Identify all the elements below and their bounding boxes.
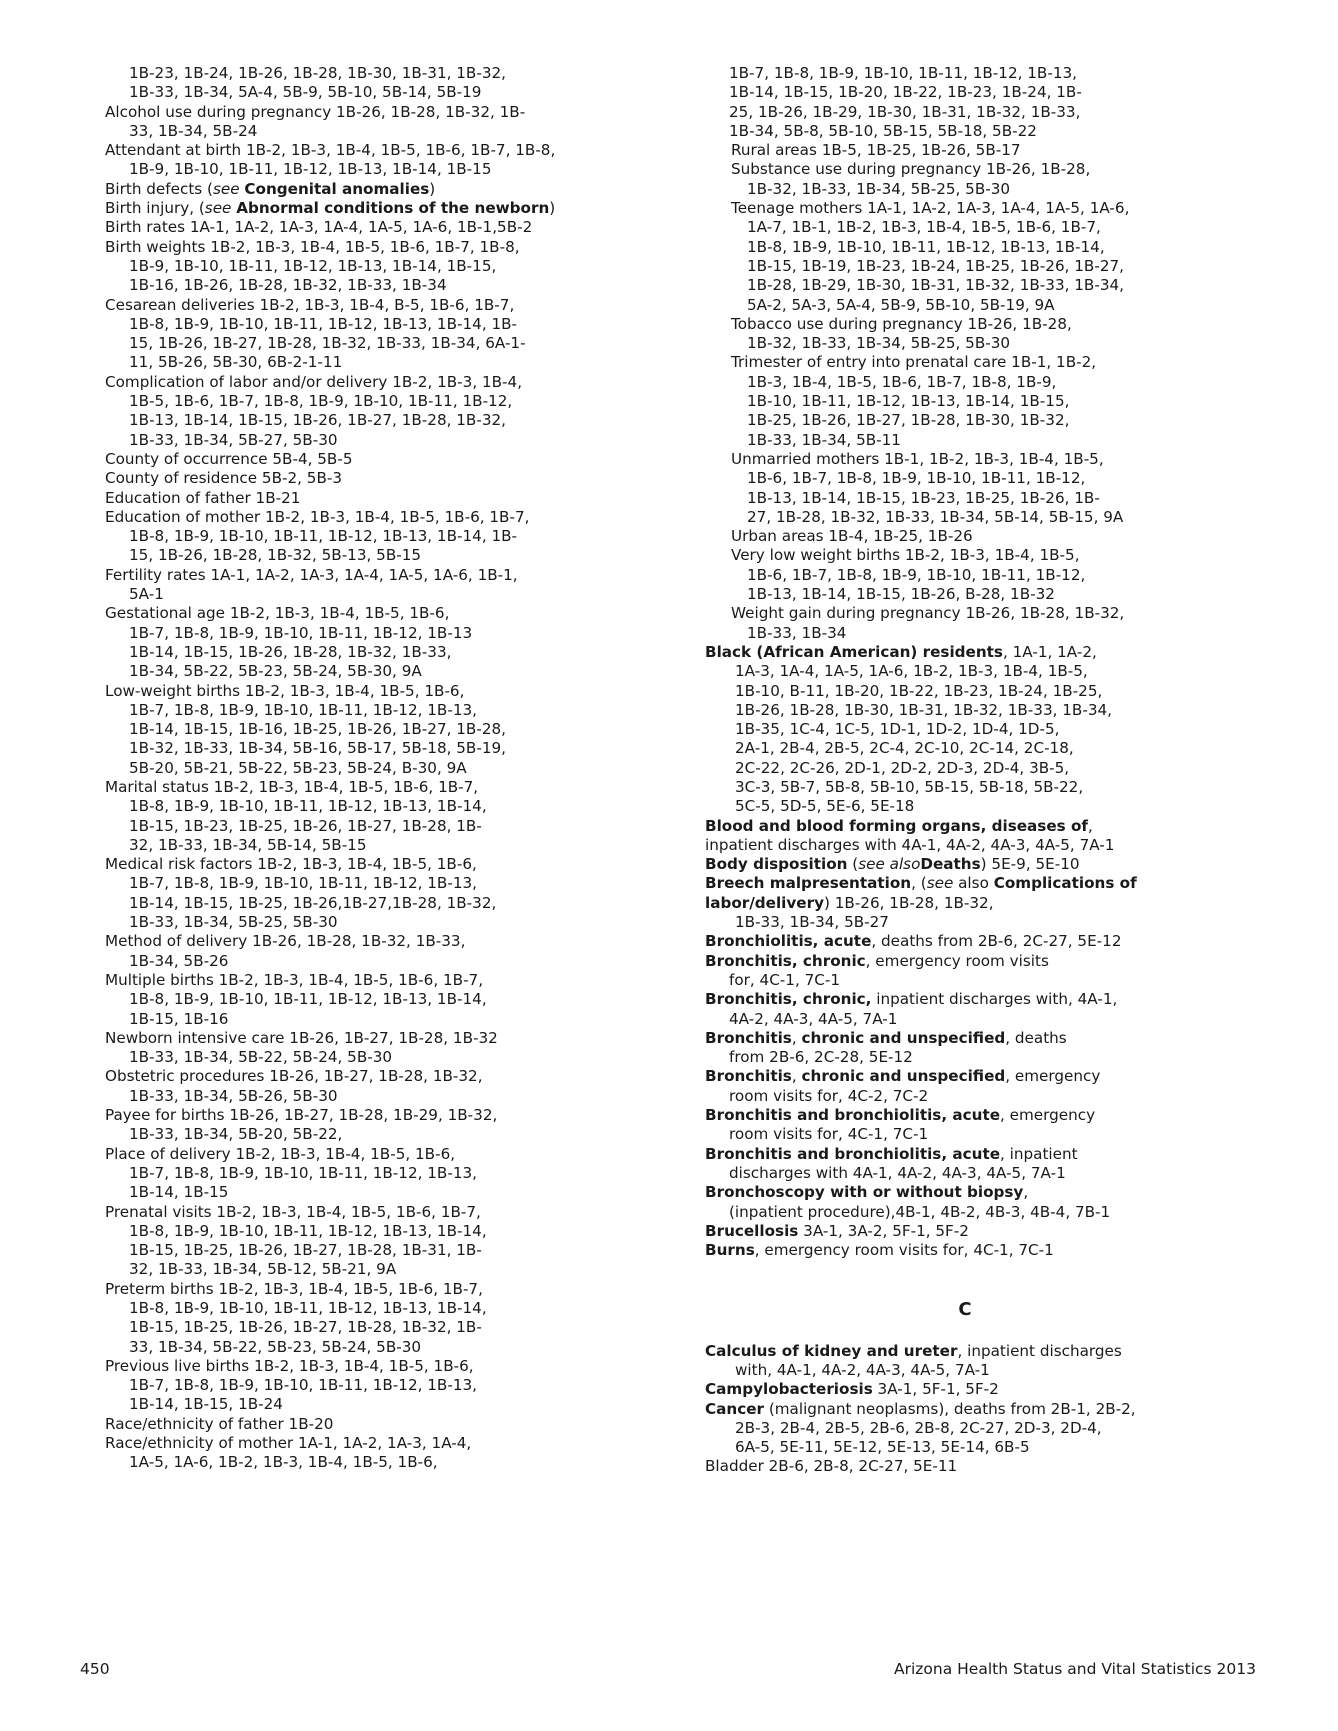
entry-term: Very low weight births 1B-2, 1B-3, 1B-4, 1B-5, [731, 546, 1080, 565]
index-entry-heading [705, 836, 1225, 855]
entry-continuation: room visits for, 4C-2, 7C-2 [729, 1086, 929, 1105]
entry-term: Birth injury, ( [105, 199, 205, 218]
index-entry [105, 489, 665, 508]
index-entry-heading [105, 103, 665, 122]
index-entries-c [705, 1342, 1225, 1477]
index-entry-heading [731, 199, 1225, 218]
index-entry [105, 971, 665, 1029]
entry-continuation: 1B-15, 1B-25, 1B-26, 1B-27, 1B-28, 1B-32, 1B- [129, 1318, 482, 1337]
see-reference: see [204, 199, 232, 218]
index-entry-heading [105, 566, 665, 585]
entry-continuation: 1B-14, 1B-15, 1B-26, 1B-28, 1B-32, 1B-33, [129, 642, 452, 661]
entry-term: Payee for births 1B-26, 1B-27, 1B-28, 1B-29, 1B-32, [105, 1106, 498, 1125]
index-entry-heading [731, 546, 1225, 565]
entry-continuation: 1B-33, 1B-34 [747, 623, 847, 642]
entry-continuation: 1B-8, 1B-9, 1B-10, 1B-11, 1B-12, 1B-13, 1B-14, [129, 990, 487, 1009]
index-entry-heading [705, 990, 1225, 1009]
entry-continuation: 1B-14, 1B-15 [129, 1183, 229, 1202]
see-reference: see [212, 179, 240, 198]
entry-continuation: 1B-7, 1B-8, 1B-9, 1B-10, 1B-11, 1B-12, 1B-13, [129, 874, 477, 893]
index-entry [705, 952, 1225, 991]
index-entry-heading [105, 1434, 665, 1453]
index-entry-heading [105, 1280, 665, 1299]
entry-continuation: 1B-5, 1B-6, 1B-7, 1B-8, 1B-9, 1B-10, 1B-11, 1B-12, [129, 392, 513, 411]
entry-continuation: 1B-15, 1B-19, 1B-23, 1B-24, 1B-25, 1B-26, 1B-27, [747, 256, 1124, 275]
entry-continuation: 1B-10, 1B-11, 1B-12, 1B-13, 1B-14, 1B-15, [747, 392, 1070, 411]
entry-continuation: 1B-15, 1B-23, 1B-25, 1B-26, 1B-27, 1B-28, 1B- [129, 816, 482, 835]
entry-continuation: 5A-2, 5A-3, 5A-4, 5B-9, 5B-10, 5B-19, 9A [747, 295, 1055, 314]
entry-term: Marital status 1B-2, 1B-3, 1B-4, 1B-5, 1B-6, 1B-7, [105, 777, 479, 796]
entry-continuation: 1B-8, 1B-9, 1B-10, 1B-11, 1B-12, 1B-13, 1B-14, [129, 1299, 487, 1317]
index-entry [105, 604, 665, 681]
index-entry-heading [705, 1183, 1225, 1202]
entry-term: Race/ethnicity of father 1B-20 [105, 1414, 334, 1433]
entry-term-bold: chronic and unspecified [801, 1067, 1006, 1086]
index-entry-heading [705, 952, 1225, 971]
index-entry [705, 160, 1225, 199]
entry-term: Gestational age 1B-2, 1B-3, 1B-4, 1B-5, 1B-6, [105, 604, 450, 623]
index-entry [705, 1029, 1225, 1068]
entry-text: , emergency [1005, 1067, 1101, 1086]
entry-term: Teenage mothers 1A-1, 1A-2, 1A-3, 1A-4, 1A-5, 1A-6, [731, 199, 1130, 218]
entry-continuation: 1B-33, 1B-34, 5B-26, 5B-30 [129, 1086, 338, 1105]
index-entry [705, 836, 1225, 855]
entry-continuation: 1B-6, 1B-7, 1B-8, 1B-9, 1B-10, 1B-11, 1B-12, [747, 565, 1086, 584]
entry-term-bold: Cancer [705, 1399, 764, 1418]
index-entry [105, 1029, 665, 1068]
entry-continuation: 1B-34, 5B-8, 5B-10, 5B-15, 5B-18, 5B-22 [729, 121, 1037, 140]
entry-term: Multiple births 1B-2, 1B-3, 1B-4, 1B-5, 1B-6, 1B-7, [105, 970, 484, 989]
index-entry [105, 682, 665, 778]
index-entry-heading [731, 141, 1225, 160]
entry-continuation: 1B-3, 1B-4, 1B-5, 1B-6, 1B-7, 1B-8, 1B-9, [747, 372, 1057, 391]
entry-term-bold: Complications of [993, 874, 1137, 893]
entry-continuation: 1B-8, 1B-9, 1B-10, 1B-11, 1B-12, 1B-13, 1B-14, [747, 237, 1105, 256]
entry-term-bold: Campylobacteriosis [705, 1380, 873, 1399]
entry-continuation: 32, 1B-33, 1B-34, 5B-14, 5B-15 [129, 835, 367, 854]
entry-continuation: 1B-15, 1B-25, 1B-26, 1B-27, 1B-28, 1B-31, 1B- [129, 1241, 482, 1260]
index-entry-heading [105, 373, 665, 392]
entry-text: , [1088, 816, 1093, 835]
index-entry-heading [705, 874, 1225, 893]
index-entry [705, 141, 1225, 160]
index-entry-heading [705, 1029, 1225, 1048]
entry-term: County of occurrence 5B-4, 5B-5 [105, 449, 353, 468]
entry-term: Weight gain during pregnancy 1B-26, 1B-28, 1B-32, [731, 604, 1125, 623]
index-entry-heading [705, 1145, 1225, 1164]
entry-continuation: 1B-33, 1B-34, 5B-27 [735, 913, 889, 932]
index-entry [105, 1203, 665, 1280]
entry-term: Preterm births 1B-2, 1B-3, 1B-4, 1B-5, 1B-6, 1B-7, [105, 1279, 483, 1298]
index-entry [105, 296, 665, 373]
entry-term-bold: Abnormal conditions of the newborn [236, 199, 550, 218]
entry-term-bold: Bronchitis and bronchiolitis, acute [705, 1144, 1001, 1163]
index-entry [705, 1400, 1225, 1458]
index-entry-heading [705, 1342, 1225, 1361]
entry-text: (malignant neoplasms), deaths from 2B-1, 2B-2, [764, 1399, 1136, 1418]
entry-term: Birth weights 1B-2, 1B-3, 1B-4, 1B-5, 1B-6, 1B-7, 1B-8, [105, 237, 520, 256]
entry-term-bold: Deaths [920, 855, 981, 874]
entry-text: also [953, 874, 994, 893]
entry-term: Low-weight births 1B-2, 1B-3, 1B-4, 1B-5, 1B-6, [105, 681, 465, 700]
entry-continuation: 27, 1B-28, 1B-32, 1B-33, 1B-34, 5B-14, 5B-15, 9A [747, 507, 1124, 526]
index-entry-heading [105, 1357, 665, 1376]
entry-term-bold: Body disposition [705, 855, 848, 874]
index-entries-b [705, 64, 1225, 1260]
entry-term: Tobacco use during pregnancy 1B-26, 1B-28, [731, 314, 1072, 333]
index-entry [105, 450, 665, 469]
entry-text: , 1A-1, 1A-2, [1002, 642, 1097, 661]
entry-text: , deaths from 2B-6, 2C-27, 5E-12 [871, 932, 1122, 951]
entry-term-bold: Black (African American) residents [705, 642, 1003, 661]
entry-term: Unmarried mothers 1B-1, 1B-2, 1B-3, 1B-4, 1B-5, [731, 449, 1104, 468]
index-entry [705, 1380, 1225, 1399]
entry-continuation: 1B-7, 1B-8, 1B-9, 1B-10, 1B-11, 1B-12, 1B-13 [129, 623, 473, 642]
entry-continuation: 1B-8, 1B-9, 1B-10, 1B-11, 1B-12, 1B-13, 1B-14, [129, 797, 487, 816]
entry-text: 3A-1, 5F-1, 5F-2 [872, 1380, 999, 1399]
entry-text: , inpatient [1000, 1144, 1078, 1163]
entry-continuation: 1B-6, 1B-7, 1B-8, 1B-9, 1B-10, 1B-11, 1B-12, [747, 469, 1086, 488]
index-entry-heading [105, 238, 665, 257]
entry-text: ) 5E-9, 5E-10 [980, 855, 1080, 874]
index-entry [705, 855, 1225, 874]
entry-continuation: 2A-1, 2B-4, 2B-5, 2C-4, 2C-10, 2C-14, 2C-18, [735, 739, 1074, 758]
entry-continuation: 5B-20, 5B-21, 5B-22, 5B-23, 5B-24, B-30, 9A [129, 758, 467, 777]
index-entry-heading [105, 682, 665, 701]
entry-term-bold: Brucellosis [705, 1221, 799, 1240]
index-entry-heading [105, 450, 665, 469]
entry-continuation: 1B-14, 1B-15, 1B-25, 1B-26,1B-27,1B-28, 1B-32, [129, 893, 497, 912]
index-entry [105, 64, 665, 103]
entry-continuation: discharges with 4A-1, 4A-2, 4A-3, 4A-5, 7A-1 [729, 1163, 1066, 1182]
entry-term: Education of mother 1B-2, 1B-3, 1B-4, 1B-5, 1B-6, 1B-7, [105, 507, 530, 526]
entry-term: Prenatal visits 1B-2, 1B-3, 1B-4, 1B-5, 1B-6, 1B-7, [105, 1202, 481, 1221]
entry-term-bold: Bronchitis [705, 1028, 792, 1047]
index-entry [705, 199, 1225, 315]
index-entry [705, 527, 1225, 546]
publication-title: Arizona Health Status and Vital Statistics 2013 [894, 1660, 1256, 1678]
index-entry-heading [705, 1067, 1225, 1086]
index-entry [705, 546, 1225, 604]
entry-continuation: 1B-8, 1B-9, 1B-10, 1B-11, 1B-12, 1B-13, 1B-14, 1B- [129, 314, 518, 333]
index-entry-heading [105, 296, 665, 315]
entry-text: inpatient discharges with, 4A-1, [871, 990, 1118, 1009]
entry-term-bold: Bronchitis and bronchiolitis, acute [705, 1106, 1001, 1125]
index-entry [105, 141, 665, 180]
entry-continuation: 1B-14, 1B-15, 1B-24 [129, 1395, 283, 1414]
entry-text: , emergency room visits [865, 951, 1049, 970]
entry-continuation: 1B-34, 5B-22, 5B-23, 5B-24, 5B-30, 9A [129, 662, 422, 681]
entry-text: , [1023, 1183, 1029, 1202]
entry-text: , emergency room visits for, 4C-1, 7C-1 [754, 1241, 1054, 1260]
index-entry-heading [105, 180, 665, 199]
index-entry [105, 1067, 665, 1106]
entry-continuation: 1B-14, 1B-15, 1B-20, 1B-22, 1B-23, 1B-24, 1B- [729, 83, 1082, 102]
entry-term: Medical risk factors 1B-2, 1B-3, 1B-4, 1B-5, 1B-6, [105, 855, 477, 874]
entry-continuation: from 2B-6, 2C-28, 5E-12 [729, 1048, 913, 1067]
entry-text: , inpatient discharges [957, 1341, 1122, 1360]
entry-continuation: 5A-1 [129, 585, 164, 604]
entry-continuation: 1B-9, 1B-10, 1B-11, 1B-12, 1B-13, 1B-14, 1B-15, [129, 256, 497, 275]
entry-term: Previous live births 1B-2, 1B-3, 1B-4, 1B-5, 1B-6, [105, 1356, 474, 1375]
entry-continuation: 1B-8, 1B-9, 1B-10, 1B-11, 1B-12, 1B-13, 1B-14, 1B- [129, 527, 518, 546]
entry-continuation: 1B-16, 1B-26, 1B-28, 1B-32, 1B-33, 1B-34 [129, 276, 447, 295]
see-reference: see [926, 874, 954, 893]
index-entry [105, 199, 665, 218]
section-letter: C [958, 1299, 972, 1321]
index-entry [105, 1415, 665, 1434]
entry-continuation: 1A-7, 1B-1, 1B-2, 1B-3, 1B-4, 1B-5, 1B-6, 1B-7, [747, 218, 1101, 237]
entry-term-bold: labor/delivery [705, 893, 824, 912]
entry-continuation: 15, 1B-26, 1B-27, 1B-28, 1B-32, 1B-33, 1B-34, 6A-1- [129, 334, 526, 353]
entry-term: Attendant at birth 1B-2, 1B-3, 1B-4, 1B-5, 1B-6, 1B-7, 1B-8, [105, 141, 556, 160]
entry-term: Cesarean deliveries 1B-2, 1B-3, 1B-4, B-5, 1B-6, 1B-7, [105, 295, 515, 314]
entry-continuation: for, 4C-1, 7C-1 [729, 970, 841, 989]
entry-continuation: 1B-15, 1B-16 [129, 1009, 229, 1028]
entry-continuation: 3C-3, 5B-7, 5B-8, 5B-10, 5B-15, 5B-18, 5B-22, [735, 777, 1084, 796]
index-entry-heading [705, 1380, 1225, 1399]
entry-term-bold: Blood and blood forming organs, diseases of [705, 816, 1088, 835]
entry-term: Fertility rates 1A-1, 1A-2, 1A-3, 1A-4, 1A-5, 1A-6, 1B-1, [105, 565, 518, 584]
entry-continuation: 1B-13, 1B-14, 1B-15, 1B-26, 1B-27, 1B-28, 1B-32, [129, 411, 506, 430]
entry-text: , emergency [1000, 1106, 1096, 1125]
entry-term-bold: Bronchitis [705, 1067, 792, 1086]
index-entry [705, 990, 1225, 1029]
entry-term: Alcohol use during pregnancy 1B-26, 1B-28, 1B-32, 1B- [105, 102, 526, 121]
index-entry-heading [105, 855, 665, 874]
entry-continuation: 1B-23, 1B-24, 1B-26, 1B-28, 1B-30, 1B-31, 1B-32, [129, 64, 506, 82]
entry-term-bold: Bronchiolitis, acute [705, 932, 872, 951]
index-entry-heading [105, 469, 665, 488]
index-entry [105, 1434, 665, 1473]
index-entry [105, 1145, 665, 1203]
entry-term: inpatient discharges with 4A-1, 4A-2, 4A-3, 4A-5, 7A-1 [705, 835, 1115, 854]
entry-continuation: 1B-34, 5B-26 [129, 951, 229, 970]
index-entry-heading [731, 450, 1225, 469]
entry-continuation: 1A-3, 1A-4, 1A-5, 1A-6, 1B-2, 1B-3, 1B-4, 1B-5, [735, 662, 1088, 681]
entry-term: Urban areas 1B-4, 1B-25, 1B-26 [731, 527, 973, 546]
index-entry [705, 604, 1225, 643]
entry-continuation: 1B-35, 1C-4, 1C-5, 1D-1, 1D-2, 1D-4, 1D-5, [735, 720, 1060, 739]
entry-text: , [791, 1067, 802, 1086]
index-entry [105, 1106, 665, 1145]
index-entry [105, 1357, 665, 1415]
entry-continuation: with, 4A-1, 4A-2, 4A-3, 4A-5, 7A-1 [735, 1361, 990, 1379]
entry-continuation: 1B-10, B-11, 1B-20, 1B-22, 1B-23, 1B-24, 1B-25, [735, 681, 1103, 700]
entry-term: Place of delivery 1B-2, 1B-3, 1B-4, 1B-5, 1B-6, [105, 1144, 456, 1163]
entry-term-bold: Congenital anomalies [244, 179, 430, 198]
index-entry-heading [705, 932, 1225, 951]
index-entry-heading [731, 527, 1225, 546]
index-entry-heading [105, 932, 665, 951]
entry-continuation: 33, 1B-34, 5B-22, 5B-23, 5B-24, 5B-30 [129, 1337, 422, 1356]
index-entry [705, 643, 1225, 817]
entry-term: County of residence 5B-2, 5B-3 [105, 469, 343, 488]
index-entry-heading [105, 1203, 665, 1222]
index-entry-heading [705, 1241, 1225, 1260]
index-entry-heading [105, 141, 665, 160]
index-entry-heading [105, 971, 665, 990]
index-entry-heading [105, 1067, 665, 1086]
entry-continuation: (inpatient procedure),4B-1, 4B-2, 4B-3, 4B-4, 7B-1 [729, 1202, 1111, 1221]
index-entry-heading [705, 894, 1225, 913]
index-entry-heading [105, 1415, 665, 1434]
entry-continuation: 1B-13, 1B-14, 1B-15, 1B-23, 1B-25, 1B-26, 1B- [747, 488, 1100, 507]
index-entry-heading [105, 508, 665, 527]
index-entry [705, 315, 1225, 354]
index-entry-heading [705, 855, 1225, 874]
entry-term: Complication of labor and/or delivery 1B-2, 1B-3, 1B-4, [105, 372, 523, 391]
index-entry-heading [105, 199, 665, 218]
index-entry-heading [105, 778, 665, 797]
index-entry-heading [105, 489, 665, 508]
entry-term: Newborn intensive care 1B-26, 1B-27, 1B-28, 1B-32 [105, 1028, 498, 1047]
index-entry [105, 508, 665, 566]
entry-continuation: 1B-26, 1B-28, 1B-30, 1B-31, 1B-32, 1B-33, 1B-34, [735, 700, 1112, 719]
entry-text: ) 1B-26, 1B-28, 1B-32, [823, 893, 994, 912]
entry-term-bold: Breech malpresentation [705, 874, 912, 893]
index-entry-heading [705, 1400, 1225, 1419]
entry-continuation: 1B-32, 1B-33, 1B-34, 5B-25, 5B-30 [747, 179, 1011, 198]
index-entry [105, 1280, 665, 1357]
index-entry-heading [731, 604, 1225, 623]
index-column-left [105, 64, 665, 1473]
entry-continuation: 1B-7, 1B-8, 1B-9, 1B-10, 1B-11, 1B-12, 1B-13, [129, 700, 477, 719]
entry-term: Education of father 1B-21 [105, 488, 301, 507]
index-entry [705, 1183, 1225, 1222]
entry-continuation: 1B-14, 1B-15, 1B-16, 1B-25, 1B-26, 1B-27, 1B-28, [129, 720, 506, 739]
index-entry-heading [705, 1106, 1225, 1125]
entry-term: Bladder 2B-6, 2B-8, 2C-27, 5E-11 [705, 1457, 958, 1476]
index-entry [705, 1222, 1225, 1241]
index-entry [705, 1241, 1225, 1260]
entry-continuation: 1B-32, 1B-33, 1B-34, 5B-16, 5B-17, 5B-18, 5B-19, [129, 739, 506, 758]
entry-text: ( [847, 855, 859, 874]
index-entry [105, 103, 665, 142]
index-entry [705, 64, 1225, 141]
index-entry-heading [731, 160, 1225, 179]
entry-term-bold: Burns [705, 1241, 755, 1260]
entry-continuation: 5C-5, 5D-5, 5E-6, 5E-18 [735, 797, 915, 816]
index-entry-heading [705, 1222, 1225, 1241]
index-entry [705, 874, 1225, 893]
entry-text: , [791, 1028, 802, 1047]
index-entry [705, 1106, 1225, 1145]
entry-continuation: 2C-22, 2C-26, 2D-1, 2D-2, 2D-3, 2D-4, 3B-5, [735, 758, 1070, 777]
entry-continuation: 1B-33, 1B-34, 5A-4, 5B-9, 5B-10, 5B-14, 5B-19 [129, 83, 482, 102]
entry-term: Obstetric procedures 1B-26, 1B-27, 1B-28, 1B-32, [105, 1067, 483, 1086]
entry-continuation: 1B-13, 1B-14, 1B-15, 1B-26, B-28, 1B-32 [747, 585, 1055, 604]
entry-text: , ( [911, 874, 927, 893]
entry-continuation: 1B-7, 1B-8, 1B-9, 1B-10, 1B-11, 1B-12, 1B-13, [129, 1163, 477, 1182]
index-entry-heading [705, 817, 1225, 836]
index-entry [105, 566, 665, 605]
entry-continuation: 1B-7, 1B-8, 1B-9, 1B-10, 1B-11, 1B-12, 1B-13, [729, 64, 1077, 82]
see-reference: see also [858, 855, 921, 874]
index-entry [105, 778, 665, 855]
index-entry [705, 1145, 1225, 1184]
index-entry [705, 1342, 1225, 1381]
entry-term: Method of delivery 1B-26, 1B-28, 1B-32, 1B-33, [105, 932, 466, 951]
entry-continuation: 32, 1B-33, 1B-34, 5B-12, 5B-21, 9A [129, 1260, 397, 1279]
entry-term: Trimester of entry into prenatal care 1B-1, 1B-2, [731, 353, 1097, 372]
entry-term: Birth defects ( [105, 179, 213, 198]
index-entry-heading [105, 1145, 665, 1164]
index-entry-heading [105, 218, 665, 237]
entry-continuation: 1B-7, 1B-8, 1B-9, 1B-10, 1B-11, 1B-12, 1B-13, [129, 1376, 477, 1395]
entry-continuation: 1B-8, 1B-9, 1B-10, 1B-11, 1B-12, 1B-13, 1B-14, [129, 1221, 487, 1240]
index-entry-heading [731, 353, 1225, 372]
entry-continuation: 1B-33, 1B-34, 5B-22, 5B-24, 5B-30 [129, 1048, 393, 1067]
index-entry [705, 1457, 1225, 1476]
entry-continuation: 1B-33, 1B-34, 5B-25, 5B-30 [129, 913, 338, 932]
index-entry [105, 932, 665, 971]
index-entry [105, 218, 665, 237]
entry-text: , deaths [1005, 1028, 1067, 1047]
index-entry-heading [105, 1029, 665, 1048]
entry-continuation: 4A-2, 4A-3, 4A-5, 7A-1 [729, 1009, 898, 1028]
index-entry [705, 894, 1225, 933]
entry-continuation: 1B-9, 1B-10, 1B-11, 1B-12, 1B-13, 1B-14, 1B-15 [129, 160, 492, 179]
index-entry [705, 353, 1225, 449]
index-entry [705, 932, 1225, 951]
entry-continuation: 1A-5, 1A-6, 1B-2, 1B-3, 1B-4, 1B-5, 1B-6, [129, 1453, 438, 1472]
entry-term-bold: chronic and unspecified [801, 1028, 1006, 1047]
index-entry-heading [705, 1457, 1225, 1476]
entry-continuation: 1B-33, 1B-34, 5B-20, 5B-22, [129, 1125, 343, 1144]
entry-text: ) [429, 179, 436, 198]
entry-term: Race/ethnicity of mother 1A-1, 1A-2, 1A-3, 1A-4, [105, 1434, 472, 1453]
index-entry [105, 855, 665, 932]
index-entry [105, 180, 665, 199]
entry-continuation: 6A-5, 5E-11, 5E-12, 5E-13, 5E-14, 6B-5 [735, 1438, 1030, 1457]
entry-continuation: 1B-33, 1B-34, 5B-11 [747, 430, 901, 449]
index-entry-heading [105, 604, 665, 623]
entry-term-bold: Bronchitis, chronic [705, 951, 866, 970]
entry-continuation: 1B-28, 1B-29, 1B-30, 1B-31, 1B-32, 1B-33, 1B-34, [747, 276, 1124, 295]
entry-continuation: 2B-3, 2B-4, 2B-5, 2B-6, 2B-8, 2C-27, 2D-3, 2D-4, [735, 1418, 1102, 1437]
entry-term: Birth rates 1A-1, 1A-2, 1A-3, 1A-4, 1A-5, 1A-6, 1B-1,5B-2 [105, 218, 533, 237]
entry-continuation: 15, 1B-26, 1B-28, 1B-32, 5B-13, 5B-15 [129, 546, 422, 565]
index-entry [105, 238, 665, 296]
entry-continuation: 1B-32, 1B-33, 1B-34, 5B-25, 5B-30 [747, 334, 1011, 353]
index-entry [105, 373, 665, 450]
index-entry [705, 450, 1225, 527]
index-entry [105, 469, 665, 488]
entry-continuation: 1B-25, 1B-26, 1B-27, 1B-28, 1B-30, 1B-32, [747, 411, 1070, 430]
entry-text: 3A-1, 3A-2, 5F-1, 5F-2 [798, 1221, 969, 1240]
index-entry-heading [705, 643, 1225, 662]
entry-continuation: 11, 5B-26, 5B-30, 6B-2-1-11 [129, 353, 343, 372]
index-entry-heading [731, 315, 1225, 334]
entry-term-bold: Bronchitis, chronic, [705, 990, 872, 1009]
entry-continuation: 33, 1B-34, 5B-24 [129, 121, 258, 140]
entry-text: ) [549, 199, 556, 218]
entry-term: Substance use during pregnancy 1B-26, 1B-28, [731, 160, 1091, 179]
index-entry [705, 817, 1225, 836]
index-column-right [705, 64, 1225, 1477]
page-number: 450 [80, 1660, 110, 1678]
entry-continuation: 25, 1B-26, 1B-29, 1B-30, 1B-31, 1B-32, 1B-33, [729, 102, 1081, 121]
entry-term-bold: Bronchoscopy with or without biopsy [705, 1183, 1024, 1202]
entry-term: Rural areas 1B-5, 1B-25, 1B-26, 5B-17 [731, 141, 1021, 160]
index-entry-heading [105, 1106, 665, 1125]
entry-term-bold: Calculus of kidney and ureter [705, 1341, 958, 1360]
entry-continuation: room visits for, 4C-1, 7C-1 [729, 1125, 929, 1144]
entry-continuation: 1B-33, 1B-34, 5B-27, 5B-30 [129, 430, 338, 449]
index-entry [705, 1067, 1225, 1106]
